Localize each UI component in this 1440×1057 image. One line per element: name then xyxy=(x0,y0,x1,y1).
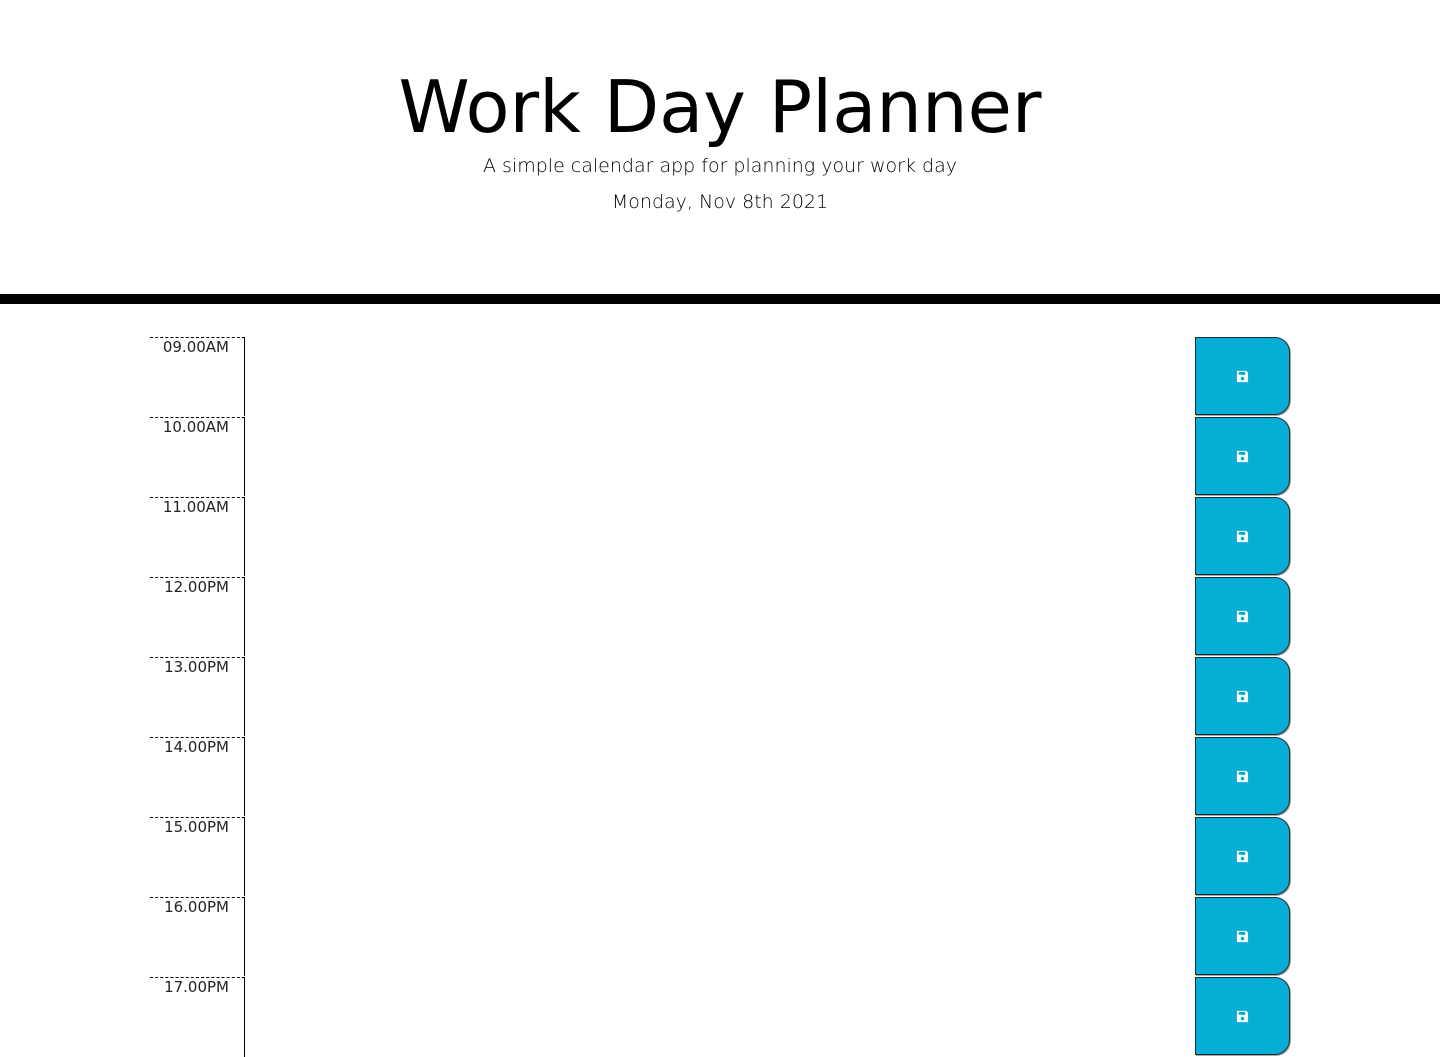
description-input[interactable] xyxy=(246,497,1194,575)
save-icon xyxy=(1236,450,1249,463)
time-block xyxy=(0,657,1440,737)
hour-label: 12.00PM xyxy=(150,577,245,656)
save-icon xyxy=(1236,850,1249,863)
save-icon xyxy=(1236,530,1249,543)
time-block xyxy=(0,817,1440,897)
time-block xyxy=(0,417,1440,497)
hour-label: 16.00PM xyxy=(150,897,245,976)
description-input[interactable] xyxy=(246,817,1194,895)
description-input[interactable] xyxy=(246,657,1194,735)
description-input[interactable] xyxy=(246,977,1194,1055)
time-block xyxy=(0,497,1440,577)
save-button[interactable] xyxy=(1195,977,1290,1055)
description-input[interactable] xyxy=(246,417,1194,495)
save-button[interactable] xyxy=(1195,897,1290,975)
schedule-container xyxy=(0,337,1440,1057)
description-input[interactable] xyxy=(246,897,1194,975)
save-button[interactable] xyxy=(1195,337,1290,415)
save-icon xyxy=(1236,770,1249,783)
save-icon xyxy=(1236,690,1249,703)
time-block xyxy=(0,737,1440,817)
page-subtitle: A simple calendar app for planning your work day xyxy=(483,155,957,177)
hour-label: 17.00PM xyxy=(150,977,245,1057)
save-button[interactable] xyxy=(1195,657,1290,735)
page-header xyxy=(0,0,1440,304)
hour-label: 11.00AM xyxy=(150,497,245,576)
save-button[interactable] xyxy=(1195,817,1290,895)
time-block xyxy=(0,977,1440,1057)
save-icon xyxy=(1236,930,1249,943)
save-icon xyxy=(1236,370,1249,383)
time-block xyxy=(0,897,1440,977)
page-title: Work Day Planner xyxy=(398,65,1042,149)
description-input[interactable] xyxy=(246,577,1194,655)
save-button[interactable] xyxy=(1195,497,1290,575)
save-icon xyxy=(1236,1010,1249,1023)
hour-label: 14.00PM xyxy=(150,737,245,816)
save-icon xyxy=(1236,610,1249,623)
hour-label: 15.00PM xyxy=(150,817,245,896)
description-input[interactable] xyxy=(246,337,1194,415)
hour-label: 13.00PM xyxy=(150,657,245,736)
save-button[interactable] xyxy=(1195,417,1290,495)
time-block xyxy=(0,577,1440,657)
time-block xyxy=(0,337,1440,417)
save-button[interactable] xyxy=(1195,577,1290,655)
hour-label: 09.00AM xyxy=(150,337,245,416)
save-button[interactable] xyxy=(1195,737,1290,815)
description-input[interactable] xyxy=(246,737,1194,815)
current-date: Monday, Nov 8th 2021 xyxy=(611,191,829,213)
hour-label: 10.00AM xyxy=(150,417,245,496)
